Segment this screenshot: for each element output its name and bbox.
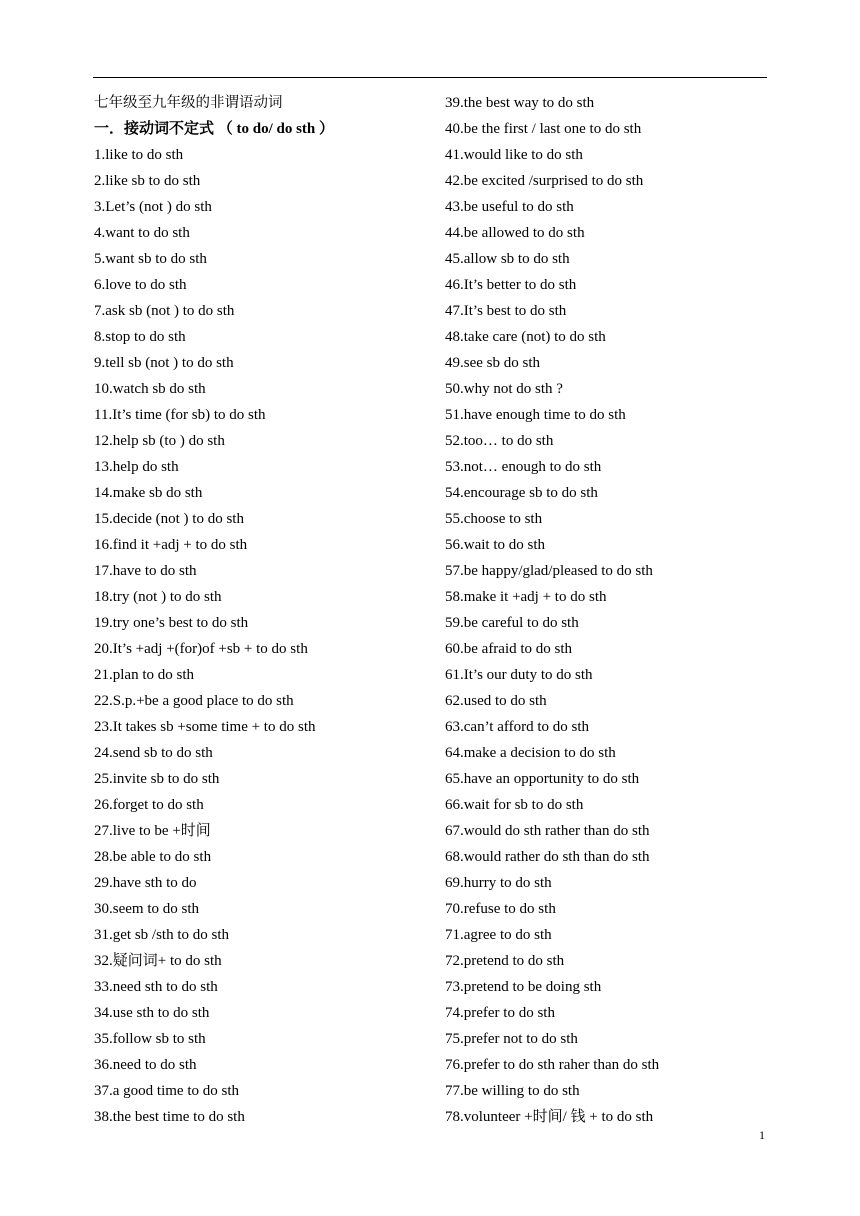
list-item: 15.decide (not ) to do sth [94, 511, 244, 527]
header-rule [93, 77, 767, 78]
list-item: 54.encourage sb to do sth [445, 485, 598, 501]
list-item: 57.be happy/glad/pleased to do sth [445, 563, 653, 579]
list-item: 75.prefer not to do sth [445, 1031, 578, 1047]
list-item: 13.help do sth [94, 459, 179, 475]
list-item: 3.Let’s (not ) do sth [94, 199, 212, 215]
list-item: 64.make a decision to do sth [445, 745, 616, 761]
list-item: 62.used to do sth [445, 693, 547, 709]
list-item: 72.pretend to do sth [445, 953, 565, 969]
list-item: 50.why not do sth ? [445, 381, 563, 397]
left-item-list [94, 142, 434, 1130]
left-column [94, 90, 434, 1130]
list-item: 76.prefer to do sth raher than do sth [445, 1057, 660, 1073]
list-item: 41.would like to do sth [445, 147, 583, 163]
list-item: 37.a good time to do sth [94, 1083, 239, 1099]
list-item: 58.make it +adj + to do sth [445, 589, 607, 605]
list-item: 56.wait to do sth [445, 537, 545, 553]
list-item: 33.need sth to do sth [94, 979, 218, 995]
right-column [445, 90, 775, 1130]
list-item: 55.choose to sth [445, 511, 543, 527]
list-item: 9.tell sb (not ) to do sth [94, 355, 234, 371]
list-item: 7.ask sb (not ) to do sth [94, 303, 235, 319]
page-number: 1 [759, 1128, 765, 1142]
list-item: 60.be afraid to do sth [445, 641, 573, 657]
list-item: 31.get sb /sth to do sth [94, 927, 230, 943]
list-item: 77.be willing to do sth [445, 1083, 580, 1099]
list-item: 71.agree to do sth [445, 927, 552, 943]
list-item: 67.would do sth rather than do sth [445, 823, 650, 839]
list-item: 39.the best way to do sth [445, 95, 595, 111]
right-item-list [445, 90, 775, 1130]
list-item: 22.S.p.+be a good place to do sth [94, 693, 294, 709]
list-item: 59.be careful to do sth [445, 615, 579, 631]
list-item: 30.seem to do sth [94, 901, 199, 917]
list-item: 49.see sb do sth [445, 355, 540, 371]
list-item: 16.find it +adj + to do sth [94, 537, 248, 553]
list-item: 46.It’s better to do sth [445, 277, 577, 293]
document-title: 七年级至九年级的非谓语动词 [94, 95, 283, 111]
list-item: 42.be excited /surprised to do sth [445, 173, 644, 189]
list-item: 73.pretend to be doing sth [445, 979, 602, 995]
list-item: 36.need to do sth [94, 1057, 197, 1073]
list-item: 51.have enough time to do sth [445, 407, 626, 423]
list-item: 45.allow sb to do sth [445, 251, 570, 267]
list-item: 68.would rather do sth than do sth [445, 849, 650, 865]
list-item: 69.hurry to do sth [445, 875, 552, 891]
list-item: 5.want sb to do sth [94, 251, 207, 267]
list-item: 2.like sb to do sth [94, 173, 201, 189]
list-item: 21.plan to do sth [94, 667, 194, 683]
list-item: 65.have an opportunity to do sth [445, 771, 640, 787]
list-item: 24.send sb to do sth [94, 745, 213, 761]
list-item: 12.help sb (to ) do sth [94, 433, 225, 449]
list-item: 78.volunteer +时间/ 钱 + to do sth [445, 1109, 654, 1125]
list-item: 19.try one’s best to do sth [94, 615, 249, 631]
list-item: 53.not… enough to do sth [445, 459, 602, 475]
list-item: 32.疑问词+ to do sth [94, 953, 222, 969]
section-heading: 一．接动词不定式 （ to do/ do sth ） [94, 121, 335, 137]
list-item: 14.make sb do sth [94, 485, 203, 501]
list-item: 17.have to do sth [94, 563, 197, 579]
list-item: 11.It’s time (for sb) to do sth [94, 407, 266, 423]
list-item: 63.can’t afford to do sth [445, 719, 590, 735]
list-item: 28.be able to do sth [94, 849, 212, 865]
list-item: 70.refuse to do sth [445, 901, 556, 917]
list-item: 43.be useful to do sth [445, 199, 574, 215]
list-item: 1.like to do sth [94, 147, 184, 163]
list-item: 35.follow sb to sth [94, 1031, 206, 1047]
list-item: 74.prefer to do sth [445, 1005, 555, 1021]
list-item: 18.try (not ) to do sth [94, 589, 222, 605]
list-item: 48.take care (not) to do sth [445, 329, 606, 345]
list-item: 34.use sth to do sth [94, 1005, 210, 1021]
list-item: 10.watch sb do sth [94, 381, 206, 397]
list-item: 61.It’s our duty to do sth [445, 667, 593, 683]
list-item: 66.wait for sb to do sth [445, 797, 584, 813]
list-item: 4.want to do sth [94, 225, 190, 241]
list-item: 6.love to do sth [94, 277, 187, 293]
list-item: 47.It’s best to do sth [445, 303, 567, 319]
list-item: 38.the best time to do sth [94, 1109, 245, 1125]
list-item: 29.have sth to do [94, 875, 197, 891]
list-item: 44.be allowed to do sth [445, 225, 585, 241]
list-item: 40.be the first / last one to do sth [445, 121, 642, 137]
list-item: 20.It’s +adj +(for)of +sb + to do sth [94, 641, 308, 657]
list-item: 26.forget to do sth [94, 797, 204, 813]
list-item: 8.stop to do sth [94, 329, 186, 345]
list-item: 25.invite sb to do sth [94, 771, 220, 787]
list-item: 23.It takes sb +some time + to do sth [94, 719, 316, 735]
list-item: 27.live to be +时间 [94, 823, 211, 839]
list-item: 52.too… to do sth [445, 433, 554, 449]
